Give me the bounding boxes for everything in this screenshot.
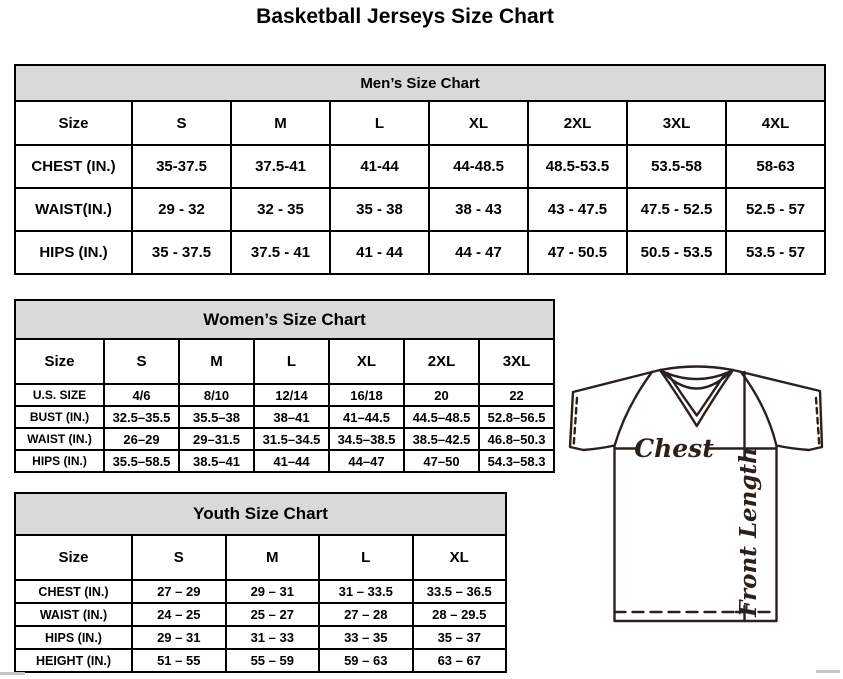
womens-waist-cell: 29–31.5 (179, 428, 254, 450)
mens-waist-cell: 35 - 38 (330, 188, 429, 231)
jersey-diagram (555, 358, 839, 630)
mens-hips-cell: 41 - 44 (330, 231, 429, 274)
womens-row-label-bust: BUST (IN.) (15, 406, 104, 428)
youth-col-header-xl: XL (413, 535, 507, 580)
womens-bust-cell: 41–44.5 (329, 406, 404, 428)
youth-hips-cell: 35 – 37 (413, 626, 507, 649)
womens-row-label-us-size: U.S. SIZE (15, 384, 104, 406)
womens-us-size-cell: 16/18 (329, 384, 404, 406)
womens-col-header-l: L (254, 339, 329, 384)
youth-height-cell: 51 – 55 (132, 649, 226, 672)
womens-waist-cell: 34.5–38.5 (329, 428, 404, 450)
womens-us-size-cell: 20 (404, 384, 479, 406)
mens-size-header: Size (15, 101, 132, 145)
sleeve-cuff-dash-right (816, 398, 819, 444)
youth-chest-cell: 33.5 – 36.5 (413, 580, 507, 603)
mens-chest-cell: 37.5-41 (231, 145, 330, 188)
womens-row-label-hips: HIPS (IN.) (15, 450, 104, 472)
womens-us-size-cell: 8/10 (179, 384, 254, 406)
womens-hips-cell: 44–47 (329, 450, 404, 472)
youth-hips-cell: 33 – 35 (319, 626, 413, 649)
mens-chest-cell: 48.5-53.5 (528, 145, 627, 188)
chest-label: Chest (634, 434, 714, 463)
youth-height-cell: 63 – 67 (413, 649, 507, 672)
mens-waist-cell: 32 - 35 (231, 188, 330, 231)
table-row (15, 406, 554, 428)
mens-row-label-waist: WAIST(IN.) (15, 188, 132, 231)
mens-hips-cell: 35 - 37.5 (132, 231, 231, 274)
youth-height-cell: 55 – 59 (226, 649, 320, 672)
womens-hips-cell: 41–44 (254, 450, 329, 472)
table-row (15, 649, 506, 672)
womens-col-header-3xl: 3XL (479, 339, 554, 384)
mens-chest-cell: 53.5-58 (627, 145, 726, 188)
mens-waist-cell: 52.5 - 57 (726, 188, 825, 231)
youth-table-title: Youth Size Chart (15, 493, 506, 535)
youth-row-label-waist: WAIST (IN.) (15, 603, 132, 626)
youth-waist-cell: 24 – 25 (132, 603, 226, 626)
mens-table-title: Men’s Size Chart (15, 65, 825, 101)
table-row (15, 603, 506, 626)
mens-col-header-m: M (231, 101, 330, 145)
youth-hips-cell: 31 – 33 (226, 626, 320, 649)
mens-col-header-l: L (330, 101, 429, 145)
youth-waist-cell: 28 – 29.5 (413, 603, 507, 626)
youth-chest-cell: 27 – 29 (132, 580, 226, 603)
table-row (15, 384, 554, 406)
womens-size-table (14, 299, 555, 473)
table-row (15, 626, 506, 649)
womens-hips-cell: 38.5–41 (179, 450, 254, 472)
youth-chest-cell: 31 – 33.5 (319, 580, 413, 603)
womens-us-size-cell: 4/6 (104, 384, 179, 406)
mens-hips-cell: 44 - 47 (429, 231, 528, 274)
womens-us-size-cell: 22 (479, 384, 554, 406)
mens-row-label-hips: HIPS (IN.) (15, 231, 132, 274)
womens-bust-cell: 32.5–35.5 (104, 406, 179, 428)
womens-col-header-m: M (179, 339, 254, 384)
front-length-label: Front Length (735, 447, 762, 617)
mens-waist-cell: 38 - 43 (429, 188, 528, 231)
womens-hips-cell: 35.5–58.5 (104, 450, 179, 472)
womens-bust-cell: 38–41 (254, 406, 329, 428)
table-row (15, 231, 825, 274)
table-row (15, 300, 554, 339)
table-row (15, 535, 506, 580)
mens-chest-cell: 58-63 (726, 145, 825, 188)
womens-col-header-2xl: 2XL (404, 339, 479, 384)
page-title: Basketball Jerseys Size Chart (256, 5, 554, 28)
womens-hips-cell: 47–50 (404, 450, 479, 472)
mens-hips-cell: 47 - 50.5 (528, 231, 627, 274)
jersey-outline (570, 370, 822, 621)
armhole-seam-right (741, 372, 776, 445)
table-row (15, 493, 506, 535)
youth-size-header: Size (15, 535, 132, 580)
table-row (15, 428, 554, 450)
youth-size-table (14, 492, 507, 673)
youth-row-label-height: HEIGHT (IN.) (15, 649, 132, 672)
mens-waist-cell: 29 - 32 (132, 188, 231, 231)
youth-col-header-s: S (132, 535, 226, 580)
mens-hips-cell: 50.5 - 53.5 (627, 231, 726, 274)
youth-chest-cell: 29 – 31 (226, 580, 320, 603)
womens-bust-cell: 52.8–56.5 (479, 406, 554, 428)
womens-row-label-waist: WAIST (IN.) (15, 428, 104, 450)
womens-waist-cell: 26–29 (104, 428, 179, 450)
mens-size-table (14, 64, 826, 275)
scrollbar-fragment-right[interactable] (816, 670, 840, 673)
mens-col-header-s: S (132, 101, 231, 145)
mens-hips-cell: 53.5 - 57 (726, 231, 825, 274)
youth-row-label-hips: HIPS (IN.) (15, 626, 132, 649)
youth-waist-cell: 25 – 27 (226, 603, 320, 626)
womens-size-header: Size (15, 339, 104, 384)
mens-chest-cell: 35-37.5 (132, 145, 231, 188)
womens-us-size-cell: 12/14 (254, 384, 329, 406)
table-row (15, 145, 825, 188)
youth-col-header-m: M (226, 535, 320, 580)
sleeve-cuff-dash-left (574, 398, 577, 444)
table-row (15, 188, 825, 231)
womens-waist-cell: 46.8–50.3 (479, 428, 554, 450)
table-row (15, 101, 825, 145)
mens-col-header-xl: XL (429, 101, 528, 145)
collar-top-edge (660, 367, 733, 371)
womens-hips-cell: 54.3–58.3 (479, 450, 554, 472)
youth-col-header-l: L (319, 535, 413, 580)
mens-col-header-4xl: 4XL (726, 101, 825, 145)
mens-chest-cell: 41-44 (330, 145, 429, 188)
womens-col-header-s: S (104, 339, 179, 384)
womens-table-title: Women’s Size Chart (15, 300, 554, 339)
womens-waist-cell: 31.5–34.5 (254, 428, 329, 450)
mens-chest-cell: 44-48.5 (429, 145, 528, 188)
mens-waist-cell: 47.5 - 52.5 (627, 188, 726, 231)
mens-hips-cell: 37.5 - 41 (231, 231, 330, 274)
mens-col-header-2xl: 2XL (528, 101, 627, 145)
scrollbar-fragment-left[interactable] (0, 672, 25, 675)
youth-height-cell: 59 – 63 (319, 649, 413, 672)
table-row (15, 65, 825, 101)
youth-waist-cell: 27 – 28 (319, 603, 413, 626)
youth-hips-cell: 29 – 31 (132, 626, 226, 649)
womens-bust-cell: 44.5–48.5 (404, 406, 479, 428)
mens-col-header-3xl: 3XL (627, 101, 726, 145)
youth-row-label-chest: CHEST (IN.) (15, 580, 132, 603)
womens-col-header-xl: XL (329, 339, 404, 384)
table-row (15, 339, 554, 384)
womens-bust-cell: 35.5–38 (179, 406, 254, 428)
womens-waist-cell: 38.5–42.5 (404, 428, 479, 450)
mens-row-label-chest: CHEST (IN.) (15, 145, 132, 188)
mens-waist-cell: 43 - 47.5 (528, 188, 627, 231)
table-row (15, 580, 506, 603)
table-row (15, 450, 554, 472)
